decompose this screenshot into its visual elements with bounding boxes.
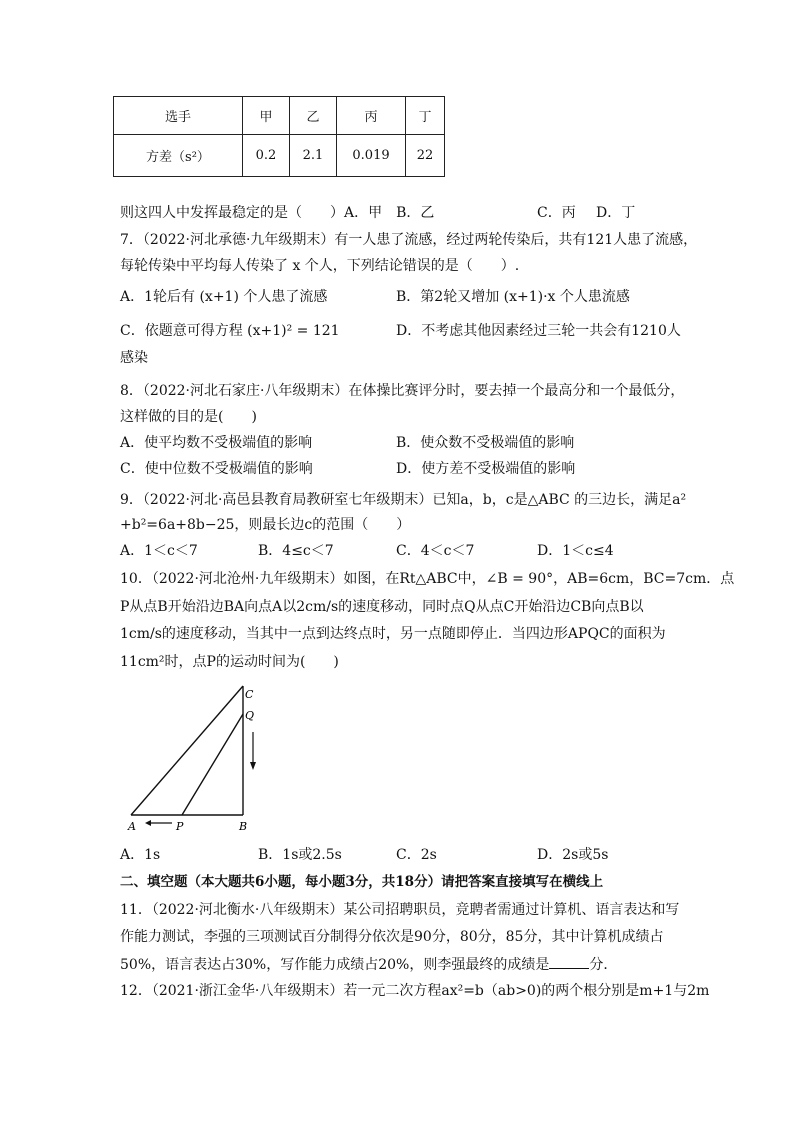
- variance-table: [113, 96, 445, 177]
- question-10-line-2: P从点B开始沿边BA向点A以2cm/s的速度移动，同时点Q从点C开始沿边CB向点B以: [120, 599, 644, 615]
- question-12-line-1: 12．（2021·浙江金华·八年级期末）若一元二次方程ax²=b（ab>0)的两个根分别是m+1与2m: [120, 983, 710, 999]
- table-header-row: [114, 97, 445, 135]
- question-8-line-2: 这样做的目的是( ): [120, 409, 257, 425]
- table-header-cell: 乙: [290, 97, 337, 135]
- table-row-label: 方差（s²）: [114, 135, 243, 177]
- question-9-option-d: D．1＜c≤4: [537, 543, 614, 559]
- question-8-option-d: D．使方差不受极端值的影响: [396, 461, 576, 477]
- question-8-option-c: C．使中位数不受极端值的影响: [120, 461, 313, 477]
- question-7-line-2: 每轮传染中平均每人传染了 x 个人，下列结论错误的是（ ）.: [120, 258, 520, 274]
- table-cell: 2.1: [290, 135, 337, 177]
- question-7-option-d: D．不考虑其他因素经过三轮一共会有1210人: [396, 323, 681, 339]
- question-8-line-1: 8．（2022·河北石家庄·八年级期末）在体操比赛评分时，要去掉一个最高分和一个最低分，: [120, 383, 685, 399]
- label-c: C: [245, 688, 254, 701]
- question-10-option-d: D．2s或5s: [537, 847, 609, 863]
- arrow-left-head: [145, 820, 151, 826]
- question-9-option-c: C．4＜c＜7: [396, 543, 475, 559]
- table-header-cell: 选手: [114, 97, 243, 135]
- question-6-option-c: C．丙: [537, 205, 576, 221]
- question-7-option-b: B．第2轮又增加 (x+1)·x 个人患流感: [396, 289, 630, 305]
- label-q: Q: [245, 709, 255, 722]
- table-cell: 0.019: [337, 135, 406, 177]
- question-7-option-c: C．依题意可得方程 (x+1)² = 121: [120, 323, 340, 339]
- question-9-option-a: A．1＜c＜7: [120, 543, 198, 559]
- question-11-line-2: 作能力测试，李强的三项测试百分制得分依次是90分，80分，85分，其中计算机成绩占: [120, 929, 664, 945]
- answer-blank[interactable]: [549, 954, 589, 969]
- question-11-line-1: 11．（2022·河北衡水·八年级期末）某公司招聘职员，竞聘者需通过计算机、语言表达和写: [120, 902, 680, 918]
- table-header-cell: 甲: [243, 97, 290, 135]
- triangle-figure: [120, 682, 270, 836]
- label-b: B: [239, 820, 248, 833]
- question-10-line-1: 10．（2022·河北沧州·九年级期末）如图，在Rt△ABC中，∠B = 90°，AB=6cm，BC=7cm．点: [120, 571, 735, 587]
- question-7-option-d-cont: 感染: [120, 350, 148, 366]
- arrow-down-head: [250, 762, 256, 770]
- question-8-option-a: A．使平均数不受极端值的影响: [120, 435, 313, 451]
- table-header-cell: 丙: [337, 97, 406, 135]
- label-a: A: [128, 820, 136, 833]
- question-10-option-c: C．2s: [396, 847, 437, 863]
- table-row: [114, 135, 445, 177]
- question-10-option-b: B．1s或2.5s: [258, 847, 342, 863]
- table-cell: 22: [406, 135, 445, 177]
- question-8-option-b: B．使众数不受极端值的影响: [396, 435, 575, 451]
- table-header-cell: 丁: [406, 97, 445, 135]
- question-10-line-4: 11cm²时，点P的运动时间为( ): [120, 654, 339, 670]
- question-7-line-1: 7．（2022·河北承德·九年级期末）有一人患了流感，经过两轮传染后，共有121人患了流感，: [120, 232, 698, 248]
- question-9-line-2: +b²=6a+8b−25，则最长边c的范围（ ）: [120, 517, 411, 533]
- question-9-option-b: B．4≤c＜7: [258, 543, 334, 559]
- question-10-option-a: A．1s: [120, 847, 161, 863]
- label-p: P: [176, 820, 184, 833]
- question-10-line-3: 1cm/s的速度移动，当其中一点到达终点时，另一点随即停止．当四边形APQC的面积为: [120, 626, 666, 642]
- question-6-option-d: D．丁: [596, 205, 636, 221]
- question-6-stem: 则这四人中发挥最稳定的是（ ）A．甲 B．乙: [120, 205, 435, 221]
- question-11-line-3-text: 50%，语言表达占30%，写作能力成绩占20%，则李强最终的成绩是: [120, 957, 550, 973]
- segment-pq: [182, 714, 243, 815]
- table-cell: 0.2: [243, 135, 290, 177]
- question-9-line-1: 9．（2022·河北·高邑县教育局教研室七年级期末）已知a，b，c是△ABC 的三边长，满足a²: [120, 492, 687, 508]
- question-7-option-a: A．1轮后有 (x+1) 个人患了流感: [120, 289, 328, 305]
- question-11-line-3: [120, 954, 617, 975]
- section-2-heading: 二、填空题（本大题共6小题，每小题3分，共18分）请把答案直接填写在横线上: [120, 874, 604, 890]
- question-11-line-3-end: 分．: [589, 957, 618, 973]
- segment-ac: [131, 686, 243, 815]
